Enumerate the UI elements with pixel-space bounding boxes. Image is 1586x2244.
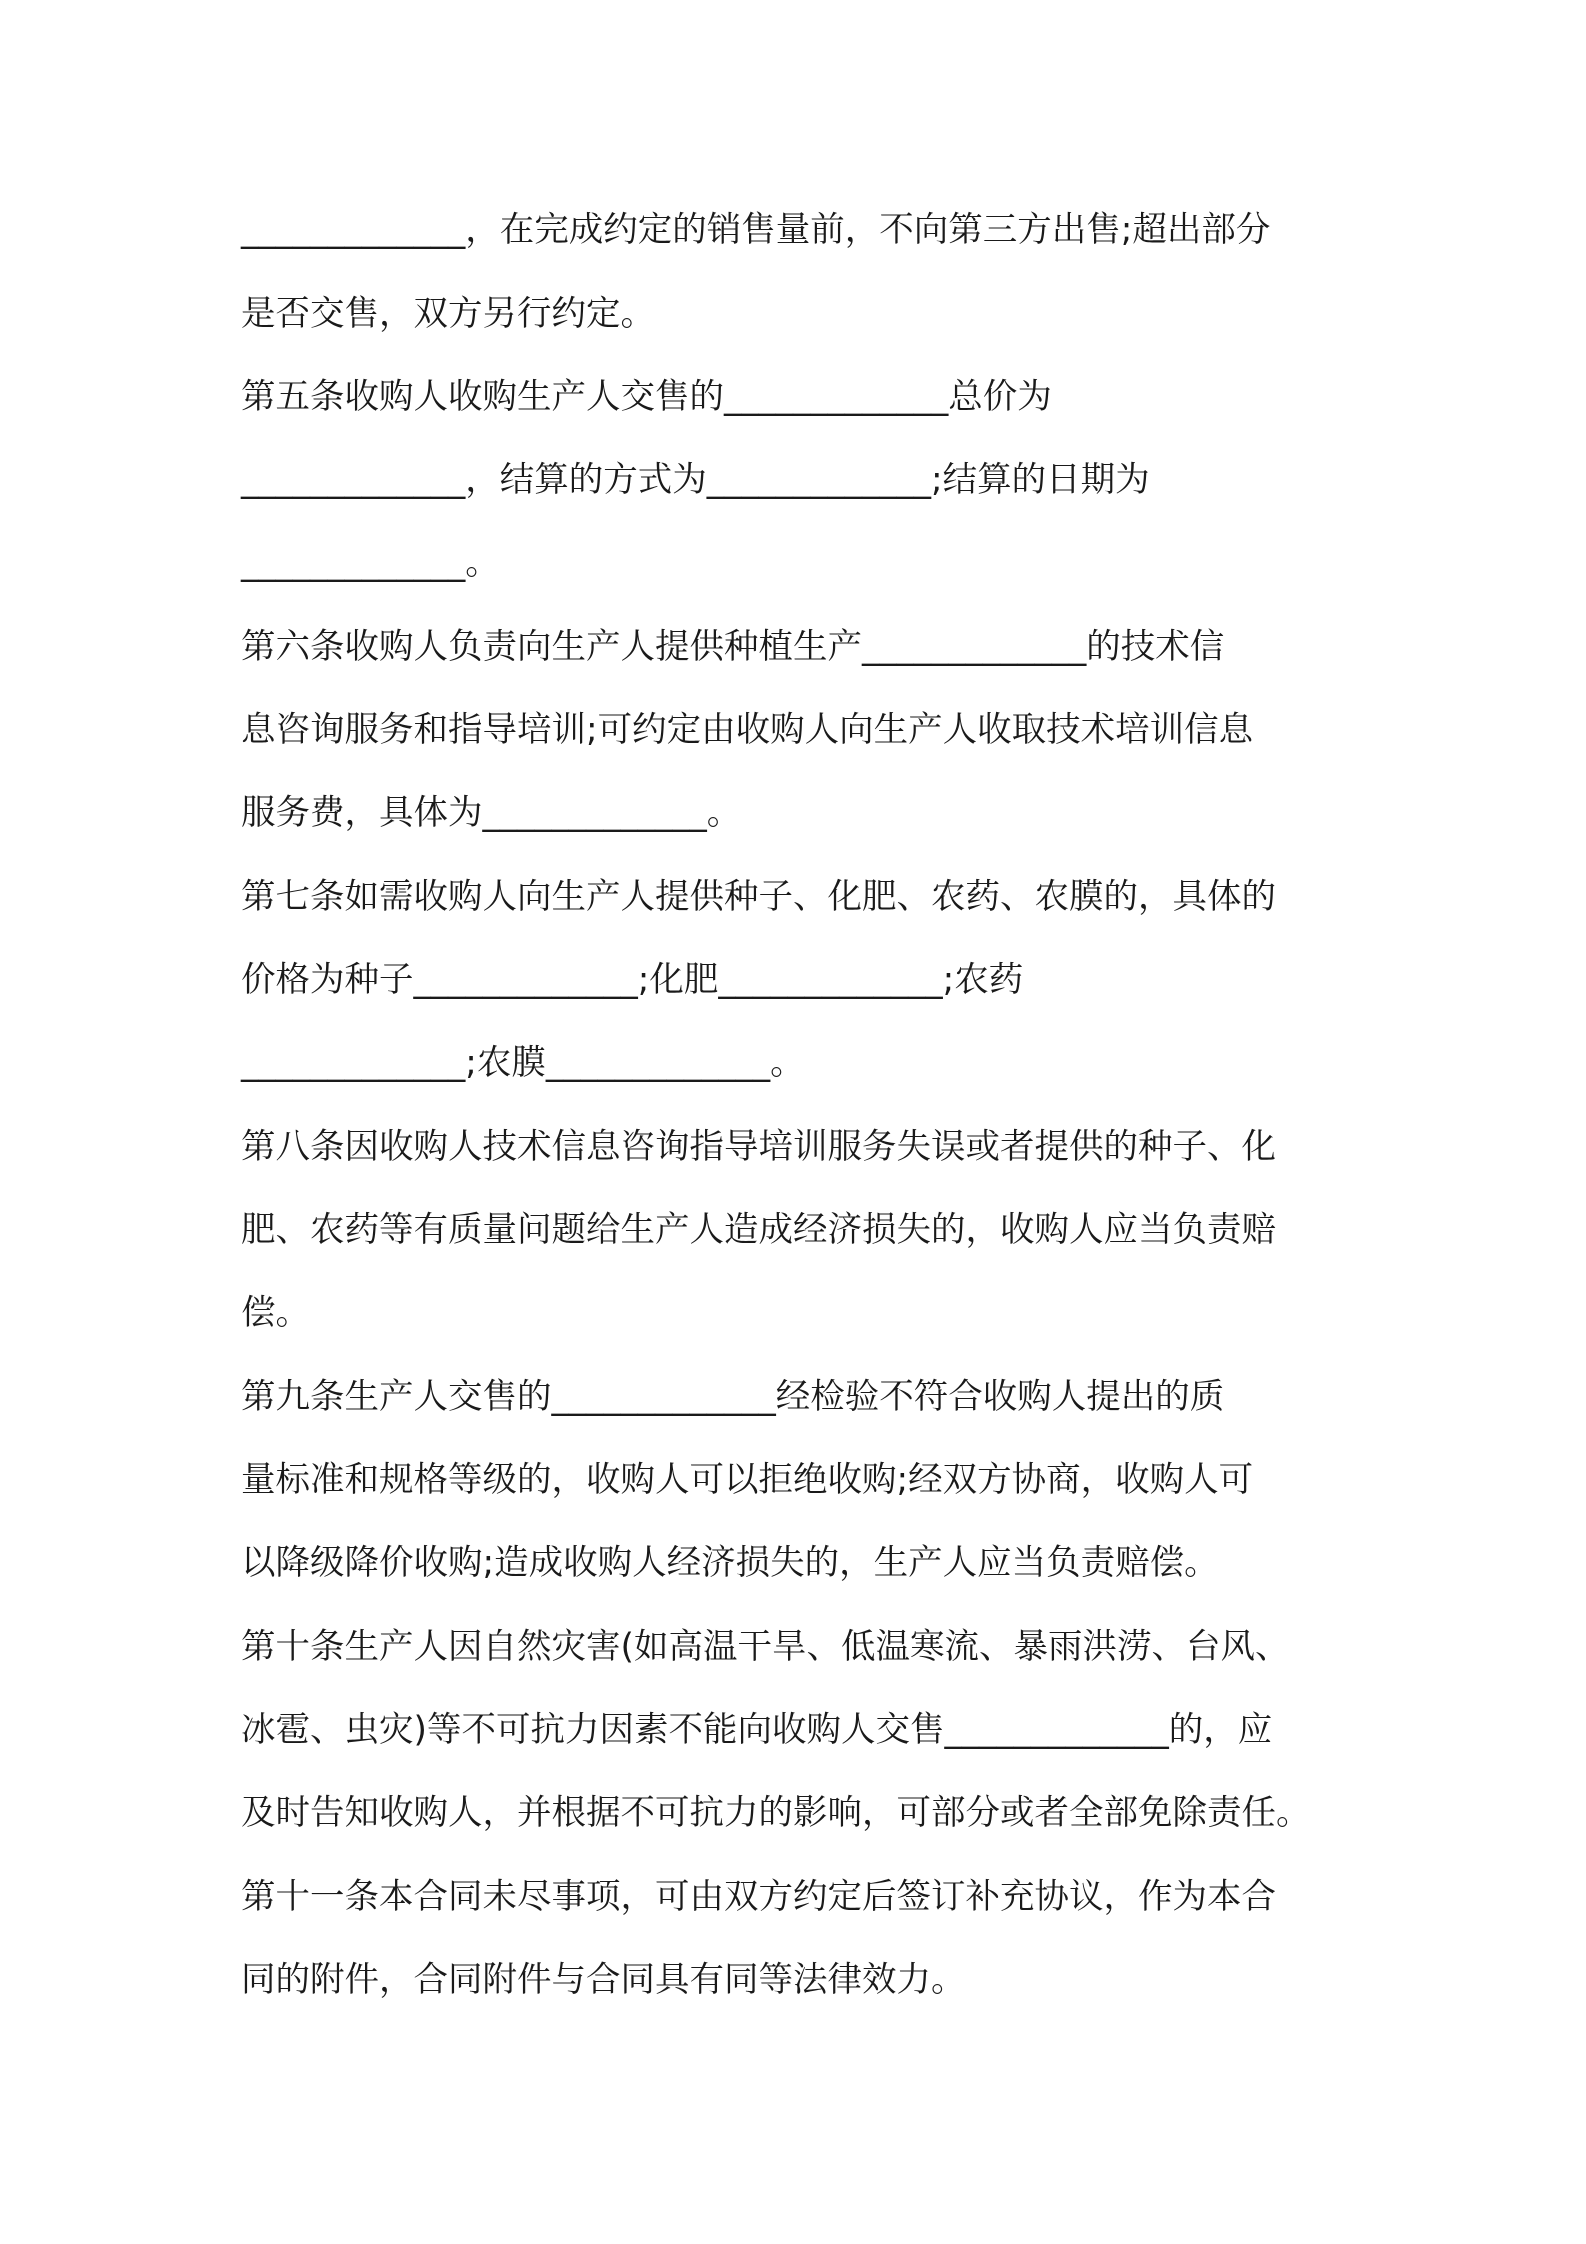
text-line: _____________;农膜_____________。 [241, 1043, 805, 1083]
text-line: 服务费，具体为_____________。 [241, 793, 742, 833]
text-line: 冰雹、虫灾)等不可抗力因素不能向收购人交售_____________的，应 [241, 1710, 1273, 1750]
text-line: 第七条如需收购人向生产人提供种子、化肥、农药、农膜的，具体的 [241, 877, 1276, 917]
text-line: 是否交售，双方另行约定。 [241, 294, 655, 334]
text-line: 量标准和规格等级的，收购人可以拒绝收购;经双方协商，收购人可 [241, 1460, 1254, 1500]
text-line: _____________，结算的方式为_____________;结算的日期为 [241, 460, 1150, 500]
text-line: _____________，在完成约定的销售量前，不向第三方出售;超出部分 [241, 210, 1271, 250]
text-line: 以降级降价收购;造成收购人经济损失的，生产人应当负责赔偿。 [241, 1543, 1219, 1583]
text-line: 息咨询服务和指导培训;可约定由收购人向生产人收取技术培训信息 [241, 710, 1254, 750]
text-line: 第九条生产人交售的_____________经检验不符合收购人提出的质 [241, 1377, 1225, 1417]
text-line: _____________。 [241, 543, 500, 583]
text-line: 同的附件，合同附件与合同具有同等法律效力。 [241, 1960, 966, 2000]
text-line: 第八条因收购人技术信息咨询指导培训服务失误或者提供的种子、化 [241, 1127, 1276, 1167]
text-line: 第五条收购人收购生产人交售的_____________总价为 [241, 377, 1052, 417]
text-line: 第六条收购人负责向生产人提供种植生产_____________的技术信 [241, 627, 1225, 667]
text-line: 及时告知收购人，并根据不可抗力的影响，可部分或者全部免除责任。 [241, 1793, 1311, 1833]
text-line: 价格为种子_____________;化肥_____________;农药 [241, 960, 1024, 1000]
text-line: 偿。 [241, 1293, 310, 1333]
text-line: 第十条生产人因自然灾害(如高温干旱、低温寒流、暴雨洪涝、台风、 [241, 1627, 1290, 1667]
text-line: 第十一条本合同未尽事项，可由双方约定后签订补充协议，作为本合 [241, 1877, 1276, 1917]
text-line: 肥、农药等有质量问题给生产人造成经济损失的，收购人应当负责赔 [241, 1210, 1276, 1250]
